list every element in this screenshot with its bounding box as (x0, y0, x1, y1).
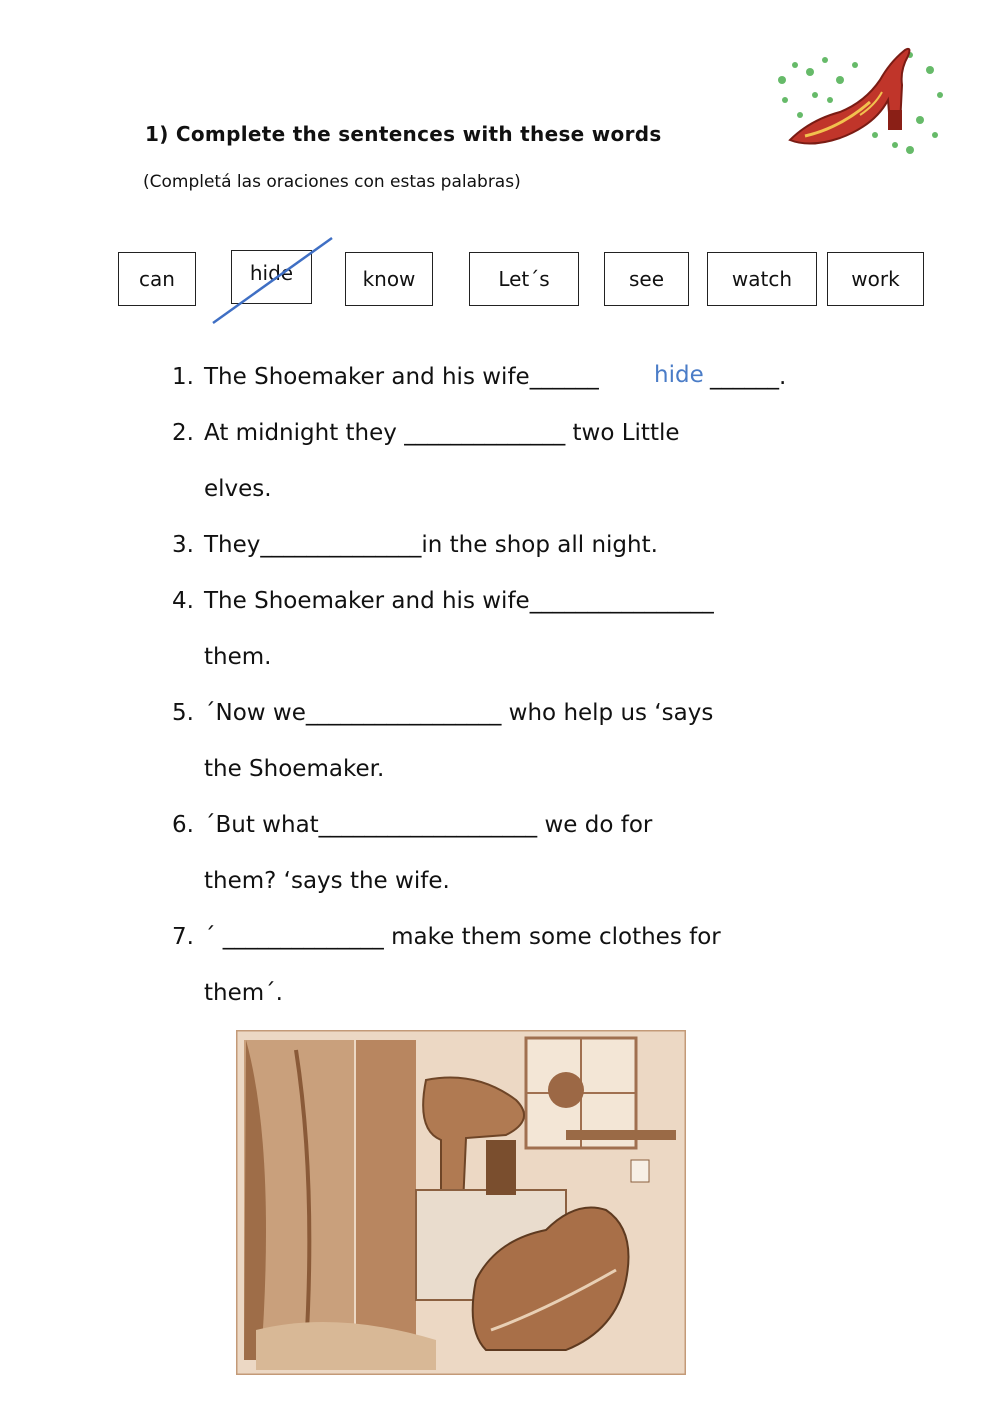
sentence-1-text: The Shoemaker and his wife (204, 364, 530, 390)
item-number-4: 4. (172, 588, 194, 614)
strike-line (205, 230, 340, 330)
exercise-title: 1) Complete the sentences with these words (145, 122, 662, 146)
item-number-6: 6. (172, 812, 194, 838)
sentence-6-line-1: ´But what___________________ we do for (204, 812, 653, 838)
sentence-6-line-2: them? ‘says the wife. (204, 868, 450, 894)
word-see-label: see (628, 267, 665, 291)
word-see (604, 252, 689, 306)
word-work-label: work (851, 267, 900, 291)
sentence-4-line-2: them. (204, 644, 272, 670)
word-lets (469, 252, 579, 306)
sentence-7-line-1: ´ ______________ make them some clothes for (204, 924, 721, 950)
sentence-1-blank-left: ______ (529, 364, 599, 390)
sentence-2-line-2: elves. (204, 476, 272, 502)
word-watch-label: watch (731, 267, 793, 291)
sentence-1-end (710, 362, 786, 392)
item-number-3: 3. (172, 532, 194, 558)
word-know-label: know (362, 267, 416, 291)
word-work (827, 252, 924, 306)
item-number-7: 7. (172, 924, 194, 950)
word-watch (707, 252, 817, 306)
word-can-label: can (139, 267, 175, 291)
sentence-1-blank-right: ______. (710, 364, 787, 390)
sentence-3-line-1: They______________in the shop all night. (204, 532, 658, 558)
sentence-1 (204, 362, 599, 392)
item-number-1: 1. (172, 364, 194, 390)
sentence-1-answer-wrap (654, 360, 704, 390)
word-can (118, 252, 196, 306)
shoe-image (770, 40, 950, 160)
shoemaker-elves-illustration (236, 1030, 686, 1375)
sentence-5-line-1: ´Now we_________________ who help us ‘says (204, 700, 714, 726)
sentence-7-line-2: them´. (204, 980, 283, 1006)
sentence-4-line-1: The Shoemaker and his wife________________ (204, 588, 714, 614)
exercise-subtitle: (Completá las oraciones con estas palabras) (143, 172, 521, 192)
word-lets-label: Let´s (498, 267, 550, 291)
sentence-1-answer[interactable]: hide (654, 362, 704, 388)
item-number-5: 5. (172, 700, 194, 726)
word-hide-label: hide (249, 261, 294, 285)
sentence-5-line-2: the Shoemaker. (204, 756, 385, 782)
item-number-2: 2. (172, 420, 194, 446)
word-know (345, 252, 433, 306)
sentence-2-line-1: At midnight they ______________ two Little (204, 420, 680, 446)
